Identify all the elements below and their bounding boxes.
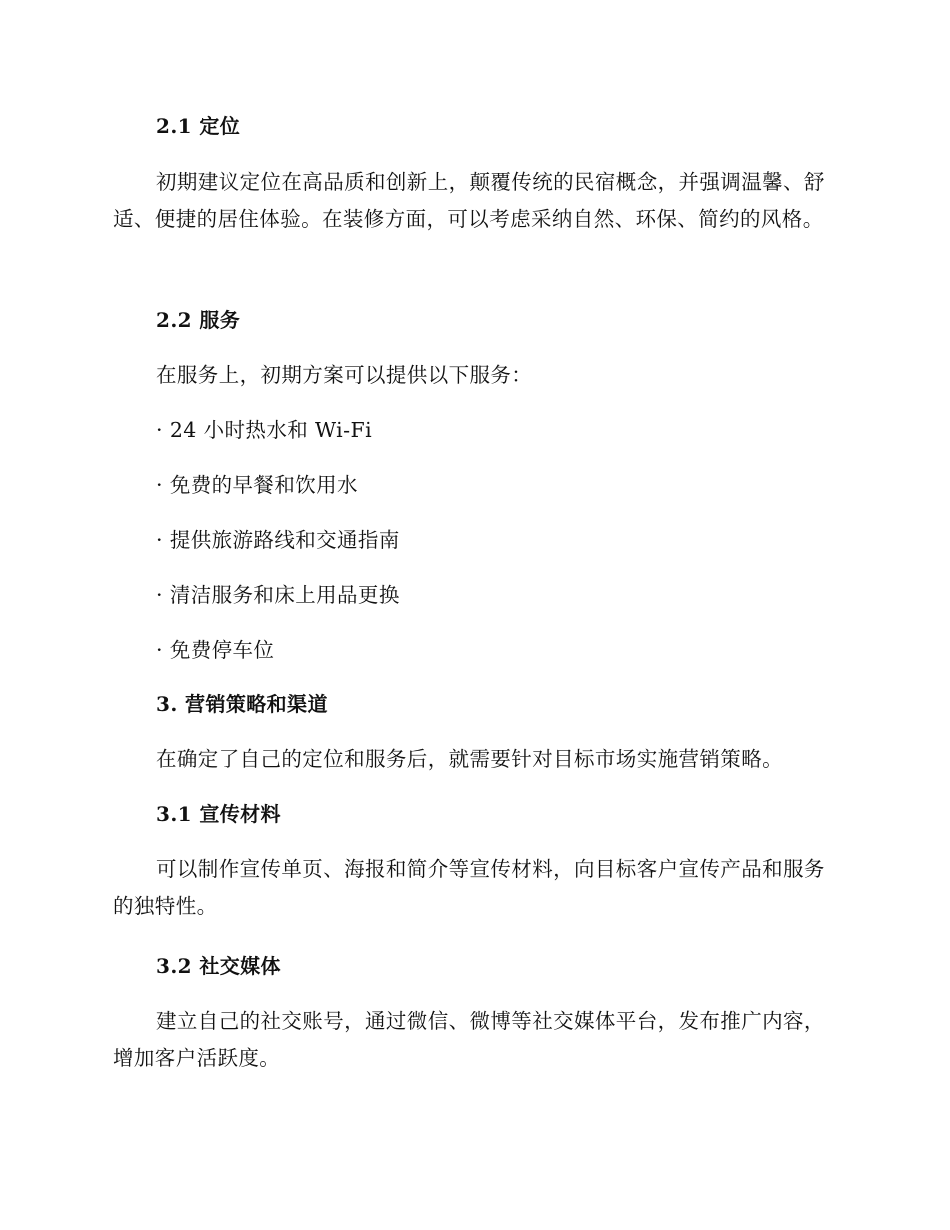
- heading-2-2: 2.2 服务: [156, 308, 241, 332]
- paragraph-3-1: 可以制作宣传单页、海报和简介等宣传材料，向目标客户宣传产品和服务的独特性。: [113, 857, 825, 918]
- list-item: · 24 小时热水和 Wi-Fi: [156, 418, 373, 442]
- list-item: · 免费停车位: [156, 638, 275, 662]
- list-item: · 免费的早餐和饮用水: [156, 473, 358, 497]
- heading-3-1: 3.1 宣传材料: [156, 802, 281, 826]
- paragraph-2-1: 初期建议定位在高品质和创新上，颠覆传统的民宿概念，并强调温馨、舒适、便捷的居住体验。在装修方面，可以考虑采纳自然、环保、简约的风格。: [113, 170, 825, 231]
- heading-3: 3. 营销策略和渠道: [156, 692, 328, 716]
- heading-3-2: 3.2 社交媒体: [156, 954, 281, 978]
- heading-2-1: 2.1 定位: [156, 114, 241, 138]
- list-item: · 清洁服务和床上用品更换: [156, 583, 400, 607]
- list-item: · 提供旅游路线和交通指南: [156, 528, 400, 552]
- paragraph-3-2: 建立自己的社交账号，通过微信、微博等社交媒体平台，发布推广内容，增加客户活跃度。: [113, 1009, 825, 1070]
- paragraph-2-2: 在服务上，初期方案可以提供以下服务：: [156, 363, 533, 387]
- paragraph-3: 在确定了自己的定位和服务后，就需要针对目标市场实施营销策略。: [156, 747, 783, 771]
